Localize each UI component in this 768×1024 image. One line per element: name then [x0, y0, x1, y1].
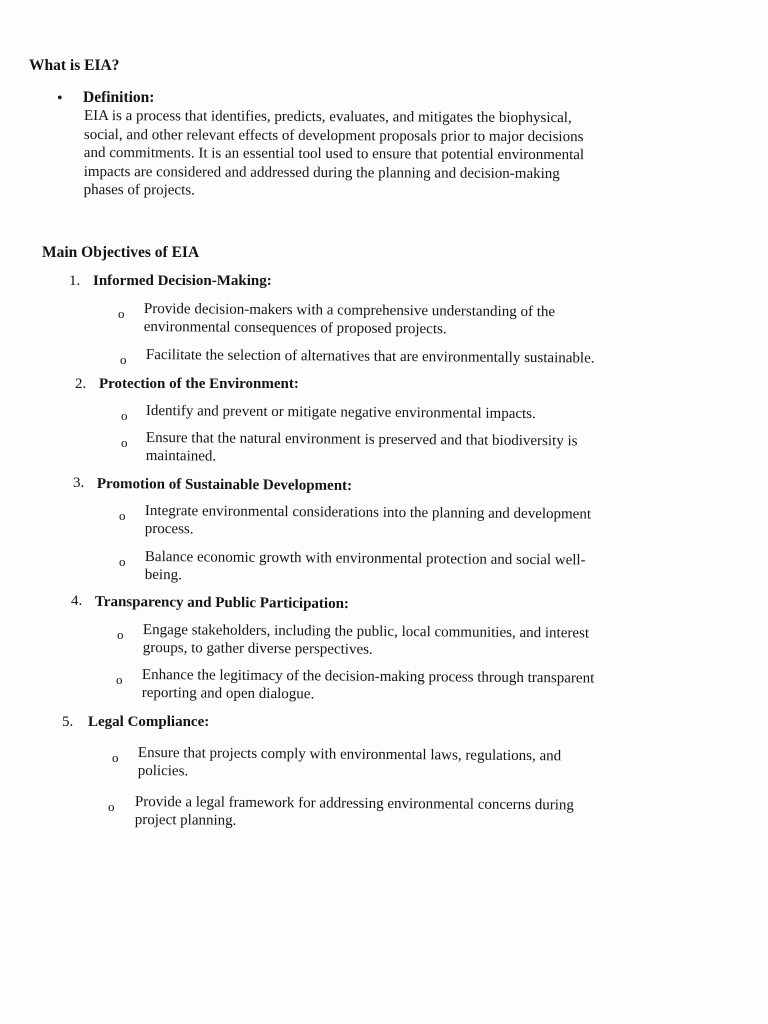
sub-bullet-line: Ensure that the natural environment is preserved and that biodiversity is	[145, 430, 578, 450]
definition-line: social, and other relevant effects of development proposals prior to major decisions	[83, 126, 584, 145]
objective-title: Protection of the Environment:	[99, 376, 299, 392]
objective-number: 3.	[73, 475, 85, 491]
sub-bullet-marker: o	[108, 799, 115, 814]
sub-bullet-line: Facilitate the selection of alternatives that are environmentally sustainable.	[145, 347, 595, 367]
sub-bullet-marker: o	[121, 435, 128, 450]
sub-bullet-line: Balance economic growth with environmental protection and social well-	[144, 549, 586, 569]
objective-number: 2.	[75, 376, 87, 392]
definition-line: and commitments. It is an essential tool used to ensure that potential environmental	[83, 145, 585, 164]
sub-bullet-text	[146, 347, 646, 368]
objective-title: Promotion of Sustainable Development:	[96, 475, 353, 495]
objective-number: 1.	[69, 273, 81, 289]
sub-bullet-line: project planning.	[134, 811, 237, 829]
sub-bullet-text	[138, 745, 638, 784]
objective-number: 5.	[62, 714, 74, 730]
sub-bullet-line: Integrate environmental considerations into the planning and development	[144, 503, 592, 523]
definition-label: Definition:	[83, 89, 155, 106]
sub-bullet-text	[145, 503, 645, 542]
objective-title: Informed Decision-Making:	[93, 273, 272, 289]
sub-bullet-line: reporting and open dialogue.	[141, 684, 315, 702]
definition-line: impacts are considered and addressed during the planning and decision-making	[83, 163, 560, 182]
sub-bullet-line: policies.	[137, 762, 189, 779]
sub-bullet-marker: o	[119, 554, 126, 569]
sub-bullet-text	[143, 622, 643, 661]
sub-bullet-line: groups, to gather diverse perspectives.	[142, 639, 373, 658]
sub-bullet-line: Ensure that projects comply with environmental laws, regulations, and	[137, 745, 562, 765]
sub-bullet-marker: o	[117, 627, 124, 642]
objectives-heading: Main Objectives of EIA	[42, 244, 200, 261]
sub-bullet-marker: o	[118, 306, 125, 321]
sub-bullet-marker: o	[121, 408, 128, 423]
objective-title: Legal Compliance:	[88, 714, 210, 730]
objective-number: 4.	[71, 593, 83, 609]
sub-bullet-text	[135, 794, 645, 833]
sub-bullet-line: Provide decision-makers with a comprehensive understanding of the	[143, 301, 556, 321]
definition-line: phases of projects.	[83, 182, 195, 199]
sub-bullet-marker: o	[112, 750, 119, 765]
page-title: What is EIA?	[29, 57, 120, 74]
sub-bullet-text	[142, 667, 652, 706]
sub-bullet-line: Engage stakeholders, including the public, local communities, and interest	[142, 622, 590, 642]
sub-bullet-marker: o	[116, 672, 123, 687]
definition-bullet: •	[57, 90, 63, 107]
sub-bullet-line: being.	[144, 566, 182, 583]
sub-bullet-marker: o	[119, 508, 126, 523]
sub-bullet-line: Provide a legal framework for addressing environmental concerns during	[134, 794, 575, 814]
sub-bullet-line: Enhance the legitimacy of the decision-making process through transparent	[141, 667, 595, 687]
sub-bullet-text	[146, 403, 626, 424]
sub-bullet-line: maintained.	[145, 447, 217, 465]
sub-bullet-line: Identify and prevent or mitigate negative environmental impacts.	[145, 403, 536, 423]
definition-line: EIA is a process that identifies, predicts, evaluates, and mitigates the biophysical,	[83, 107, 572, 127]
sub-bullet-text	[146, 430, 636, 469]
sub-bullet-line: process.	[144, 520, 194, 537]
sub-bullet-text	[145, 549, 645, 588]
objective-title: Transparency and Public Participation:	[94, 593, 350, 612]
sub-bullet-text	[144, 301, 624, 340]
definition-text	[84, 107, 664, 202]
sub-bullet-line: environmental consequences of proposed projects.	[143, 318, 447, 337]
sub-bullet-marker: o	[120, 352, 127, 367]
